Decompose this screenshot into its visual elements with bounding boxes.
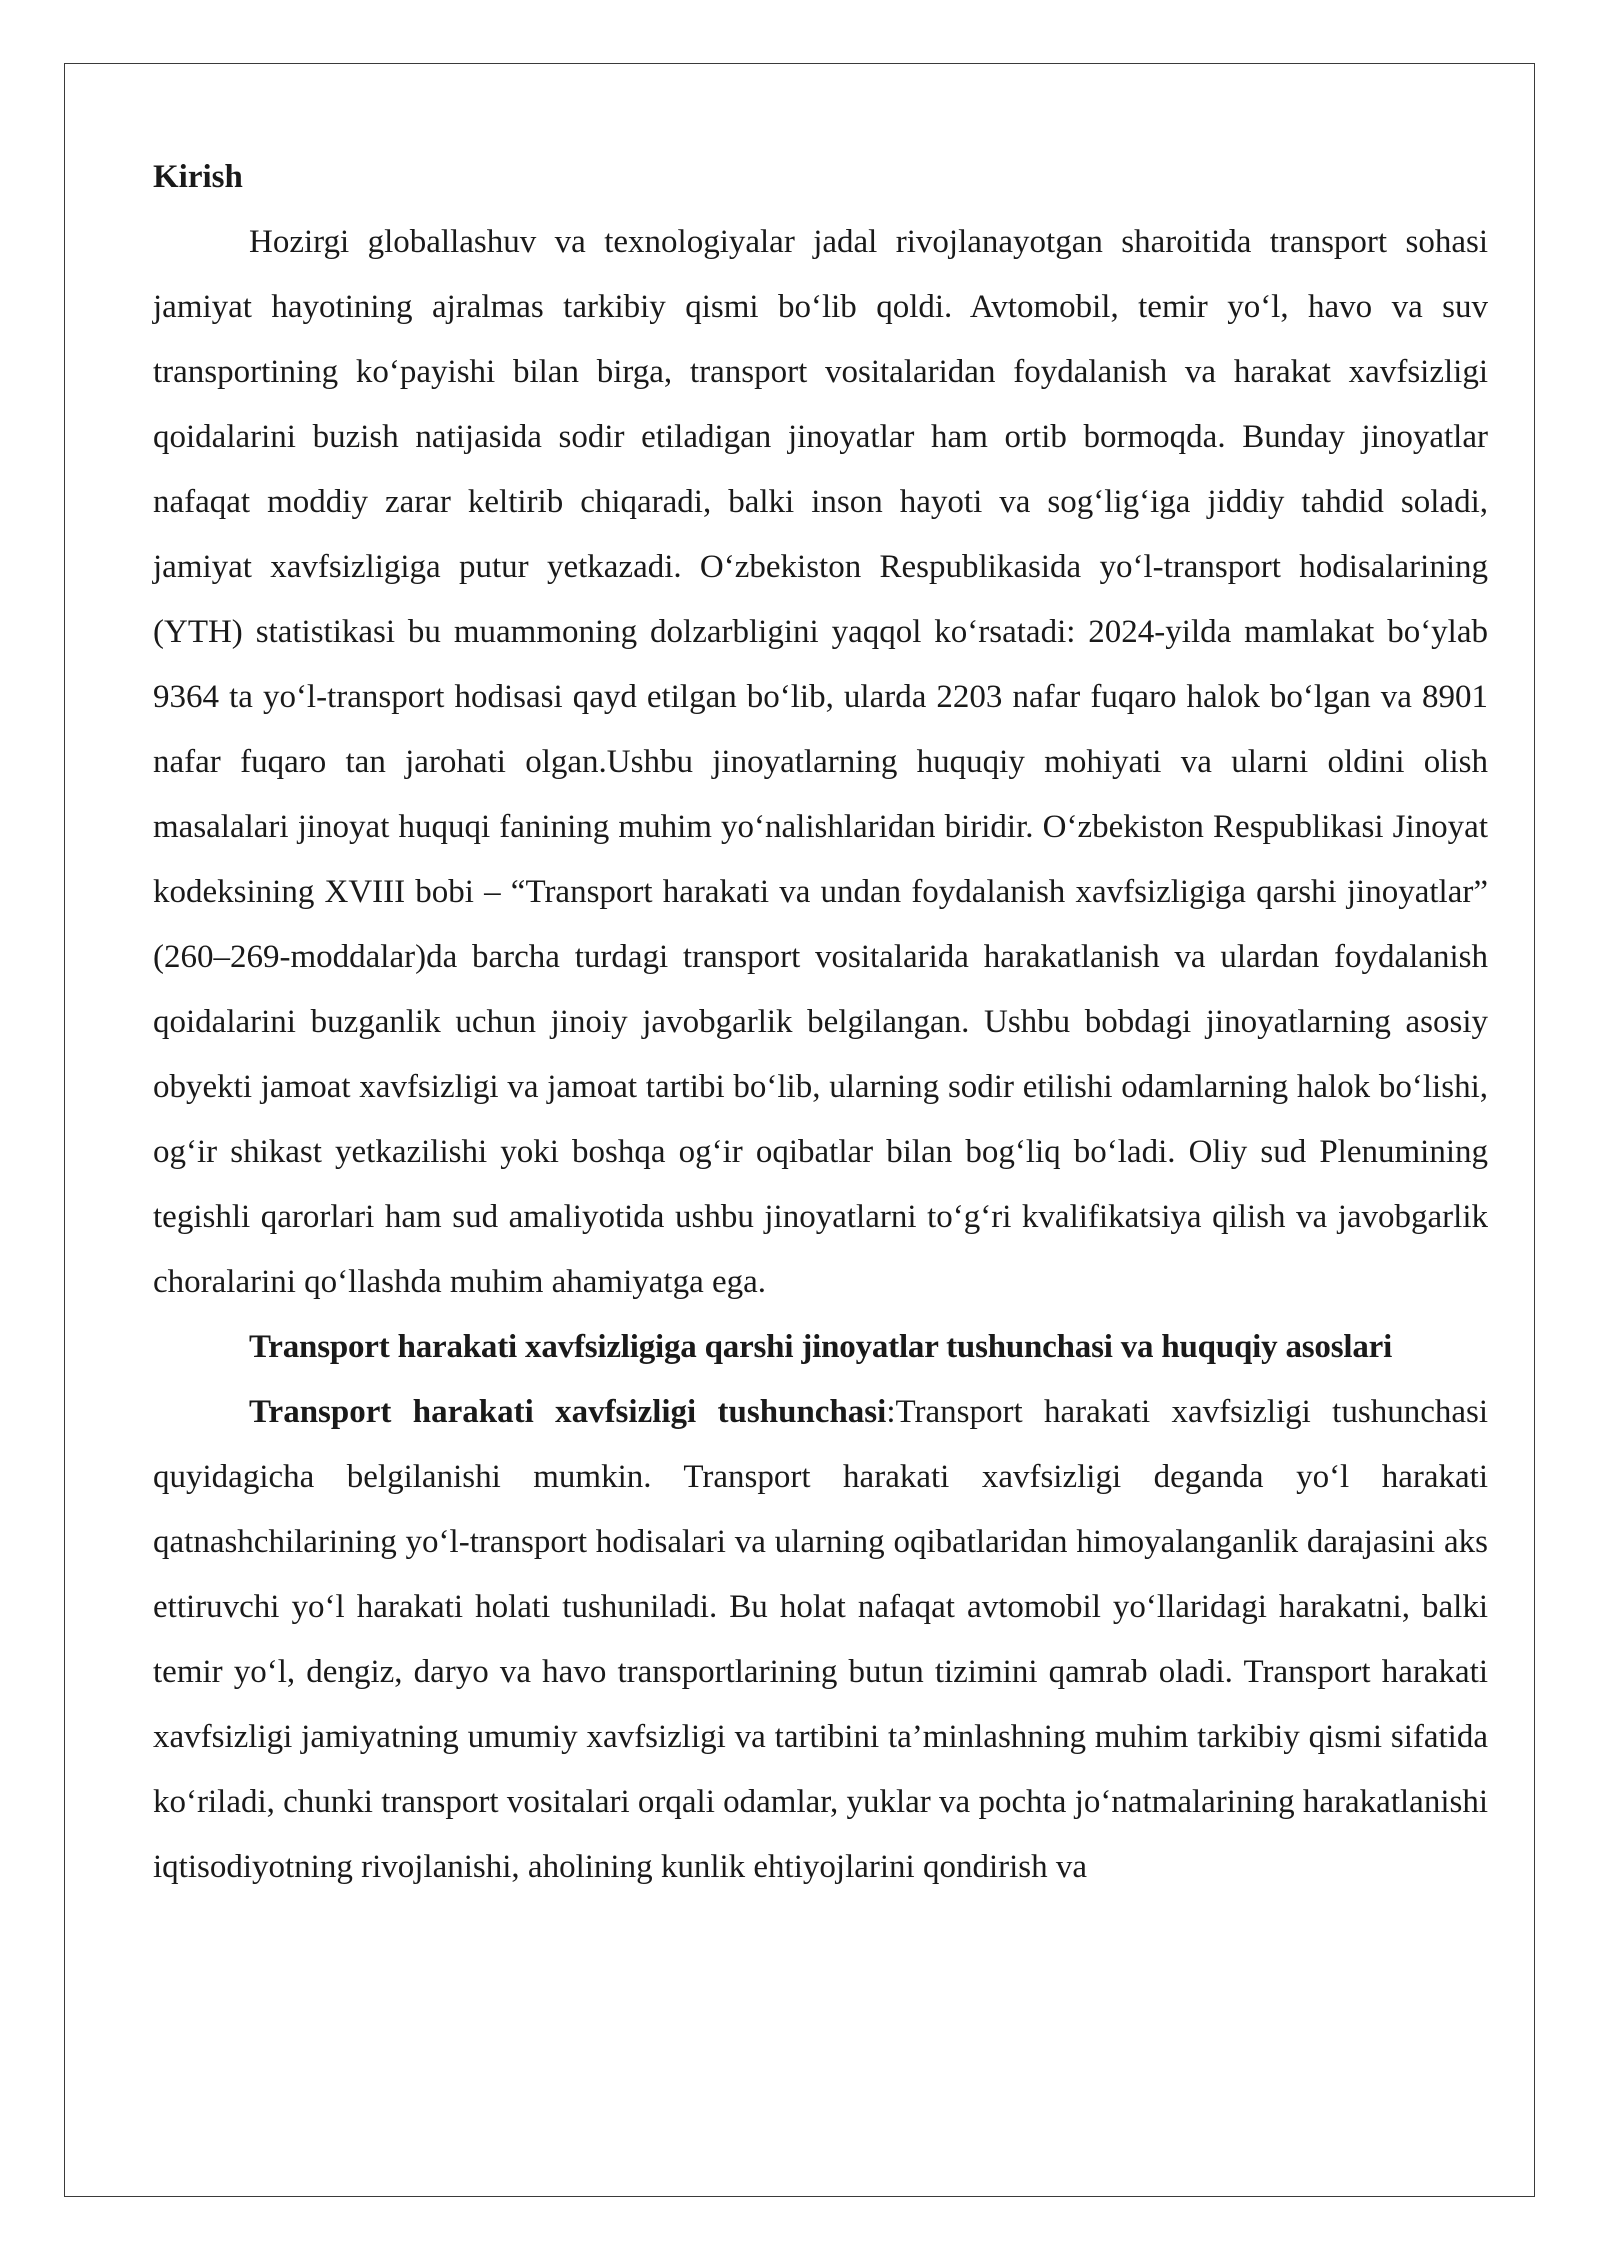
section-lead-term: Transport harakati xavfsizligi tushunchasi: [249, 1394, 887, 1430]
section-heading: Transport harakati xavfsizligiga qarshi jinoyatlar tushunchasi va huquqiy asoslari: [248, 1329, 1393, 1365]
document-body: [153, 145, 1488, 1900]
section-paragraph-text: :Transport harakati xavfsizligi tushunchasi quyidagicha belgilanishi mumkin. Transport harakati xavfsizligi deganda yo‘l harakati qatnashchilarining yo‘l-transport hodisalari va ularning oqibatlaridan himoyalanganlik darajasini aks ettiruvchi yo‘l harakati holati tushuniladi. Bu holat nafaqat avtomobil yo‘llaridagi harakatni, balki temir yo‘l, dengiz, daryo va havo transportlarining butun tizimini qamrab oladi. Transport harakati xavfsizligi jamiyatning umumiy xavfsizligi va tartibini ta’minlashning muhim tarkibiy qismi sifatida ko‘riladi, chunki transport vositalari orqali odamlar, yuklar va pochta jo‘natmalarining harakatlanishi iqtisodiyotning rivojlanishi, aholining kunlik ehtiyojlarini qondirish va: [153, 1394, 1488, 1885]
section-paragraph: [153, 1380, 1488, 1900]
page-heading: Kirish: [153, 159, 243, 195]
intro-paragraph: Hozirgi globallashuv va texnologiyalar jadal rivojlanayotgan sharoitida transport sohasi jamiyat hayotining ajralmas tarkibiy qismi bo‘lib qoldi. Avtomobil, temir yo‘l, havo va suv transportining ko‘payishi bilan birga, transport vositalaridan foydalanish va harakat xavfsizligi qoidalarini buzish natijasida sodir etiladigan jinoyatlar ham ortib bormoqda. Bunday jinoyatlar nafaqat moddiy zarar keltirib chiqaradi, balki inson hayoti va sog‘lig‘iga jiddiy tahdid soladi, jamiyat xavfsizligiga putur yetkazadi. O‘zbekiston Respublikasida yo‘l-transport hodisalarining (YTH) statistikasi bu muammoning dolzarbligini yaqqol ko‘rsatadi: 2024-yilda mamlakat bo‘ylab 9364 ta yo‘l-transport hodisasi qayd etilgan bo‘lib, ularda 2203 nafar fuqaro halok bo‘lgan va 8901 nafar fuqaro tan jarohati olgan.Ushbu jinoyatlarning huquqiy mohiyati va ularni oldini olish masalalari jinoyat huquqi fanining muhim yo‘nalishlaridan biridir. O‘zbekiston Respublikasi Jinoyat kodeksining XVIII bobi – “Transport harakati va undan foydalanish xavfsizligiga qarshi jinoyatlar” (260–269-moddalar)da barcha turdagi transport vositalarida harakatlanish va ulardan foydalanish qoidalarini buzganlik uchun jinoiy javobgarlik belgilangan. Ushbu bobdagi jinoyatlarning asosiy obyekti jamoat xavfsizligi va jamoat tartibi bo‘lib, ularning sodir etilishi odamlarning halok bo‘lishi, og‘ir shikast yetkazilishi yoki boshqa og‘ir oqibatlar bilan bog‘liq bo‘ladi. Oliy sud Plenumining tegishli qarorlari ham sud amaliyotida ushbu jinoyatlarni to‘g‘ri kvalifikatsiya qilish va javobgarlik choralarini qo‘llashda muhim ahamiyatga ega.: [153, 224, 1488, 1300]
